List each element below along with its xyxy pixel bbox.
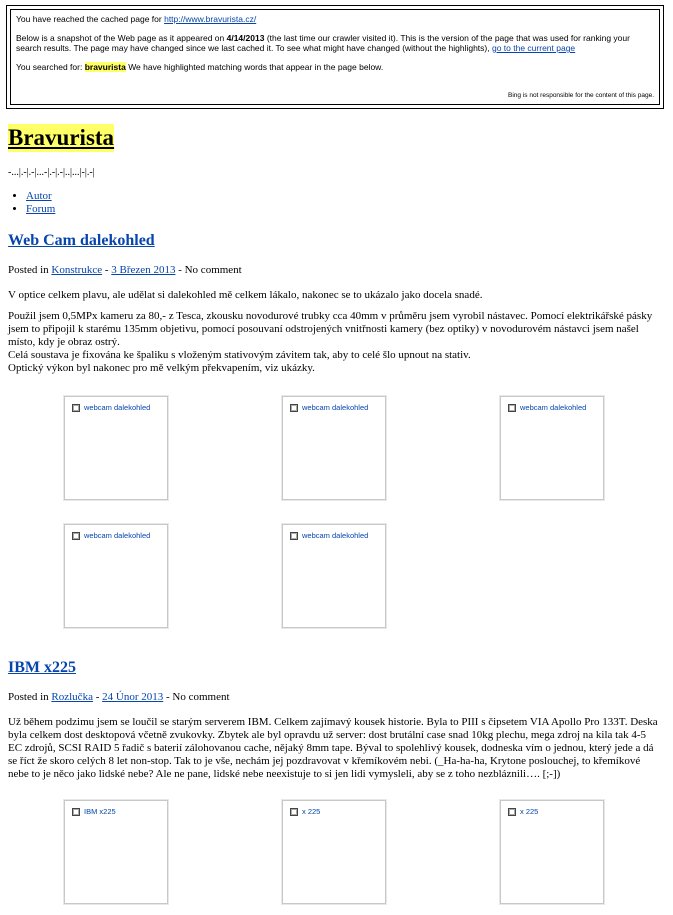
cached-url-link[interactable]: http://www.bravurista.cz/ [164, 14, 257, 24]
image-alt-text: webcam dalekohled [302, 403, 369, 412]
snapshot-date: 4/14/2013 [226, 33, 265, 43]
nav-link-forum[interactable]: Forum [26, 203, 56, 215]
post-image-thumbnail[interactable] [64, 524, 168, 628]
post-paragraph: Už během podzimu jsem se loučil se starým serverem IBM. Celkem zajímavý kousek historie. Byla to PIII s čipsetem VIA Apollo Pro 133T. Deska byla celkem dost desktopová včetně zvukovky. Zbytek ale byl opravdu už server: dost brutální case snad 10kg plechu, mega zdroj na kila tak 4-5 EC zdrojů, SCSI RAID 5 řadič s baterií zálohovanou cache, nějaký 8mm tape. Býval to spolehlivý kousek, dodneska vím o jednou, který jede a dá se říct že skoro celých 8 let non-stop. Tak to je vše, nechám jej pozdravovat v křemíkovém nebi. (_Ha-ha-ha, Krytone poslouchej, to křemíkové nebe to je něco jako lidské nebe? Ale ne pane, lidské nebe neexistuje to si jen lidi vymysleli, aby se z toho nezbláznili…. [;-]) [8, 716, 658, 780]
post-image-thumbnail[interactable] [500, 800, 604, 904]
nav-item-forum [26, 203, 55, 216]
image-alt-text: IBM x225 [84, 807, 116, 816]
image-alt-text: x 225 [302, 807, 321, 816]
nav-link-autor[interactable]: Autor [26, 190, 52, 202]
image-alt-text: webcam dalekohled [520, 403, 587, 412]
post-paragraph: Celá soustava je fixována ke špaliku s vloženým stativovým závitem tak, aby to celé šlo upnout na stativ. [8, 349, 471, 361]
nav-item-autor [26, 190, 55, 203]
post-comments: - No comment [165, 691, 230, 703]
broken-image-icon [72, 532, 80, 540]
post-meta: Posted in Rozlučka - 24 Únor 2013 - No comment [8, 691, 230, 703]
post-body [8, 716, 658, 789]
post-title-link[interactable]: IBM x225 [8, 659, 76, 676]
image-alt-text: webcam dalekohled [84, 531, 151, 540]
image-placeholder [508, 403, 586, 412]
image-placeholder [290, 531, 368, 540]
image-placeholder [72, 531, 150, 540]
post-paragraph: V optice celkem plavu, ale udělat si dalekohled mě celkem lákalo, nakonec se to ukázalo jako docela snadé. [8, 289, 483, 301]
posted-in-label: Posted in [8, 264, 49, 276]
image-placeholder [72, 403, 150, 412]
image-placeholder [290, 403, 368, 412]
cache-snapshot-line [16, 33, 654, 53]
broken-image-icon [290, 808, 298, 816]
post-title [8, 231, 155, 251]
post-date-link[interactable]: 3 Březen 2013 [111, 264, 176, 276]
cache-banner [6, 5, 664, 109]
main-nav [26, 190, 55, 216]
image-placeholder [290, 807, 320, 816]
post-paragraph: Optický výkon byl nakonec pro mě velkým překvapením, viz ukázky. [8, 362, 315, 374]
posted-in-label: Posted in [8, 691, 49, 703]
post-image-thumbnail[interactable] [500, 396, 604, 500]
broken-image-icon [290, 532, 298, 540]
image-placeholder [508, 807, 538, 816]
cache-disclaimer: Bing is not responsible for the content of this page. [508, 92, 654, 99]
post-category-link[interactable]: Rozlučka [51, 691, 93, 703]
searched-text-after: We have highlighted matching words that appear in the page below. [128, 62, 384, 72]
post-category-link[interactable]: Konstrukce [51, 264, 103, 276]
broken-image-icon [508, 808, 516, 816]
current-page-link[interactable]: go to the current page [491, 43, 576, 53]
post-body [8, 289, 658, 375]
post-image-thumbnail[interactable] [64, 396, 168, 500]
broken-image-icon [72, 808, 80, 816]
broken-image-icon [290, 404, 298, 412]
image-alt-text: webcam dalekohled [302, 531, 369, 540]
broken-image-icon [508, 404, 516, 412]
broken-image-icon [72, 404, 80, 412]
snapshot-text-after: (the last time our crawler visited it). This is the version of the page that was used for ranking your search results. The page may have changed since we last cached it. To see what might have changed (without the highlights), [16, 33, 630, 53]
post-image-thumbnail[interactable] [282, 396, 386, 500]
post-paragraph: Použil jsem 0,5MPx kameru za 80,- z Tesca, zkousku novodurové trubky cca 40mm v průměru jsem vyrobil nástavec. Pomocí elektrikářské pásky jsem to připojil k starému 135mm objetivu, pomocí posouvaní odstrojených vnitřnosti kamery (bez optiky) v novodurovém nástavci jsem našel místo, kdy je obraz ostrý. [8, 310, 653, 348]
search-term-highlight: bravurista [84, 62, 126, 72]
cache-reached-text: You have reached the cached page for [16, 14, 162, 24]
post-image-thumbnail[interactable] [282, 524, 386, 628]
cache-reached-line [16, 14, 654, 24]
post-date-link[interactable]: 24 Únor 2013 [102, 691, 164, 703]
post-image-thumbnail[interactable] [64, 800, 168, 904]
post-comments: - No comment [178, 264, 242, 276]
site-title [8, 124, 114, 152]
snapshot-text-before: Below is a snapshot of the Web page as it appeared on [16, 33, 225, 43]
post-title [8, 658, 76, 678]
site-title-link[interactable]: Bravurista [8, 125, 115, 150]
image-alt-text: x 225 [520, 807, 539, 816]
post-meta: Posted in Konstrukce - 3 Březen 2013 - No comment [8, 264, 242, 276]
post-image-thumbnail[interactable] [282, 800, 386, 904]
searched-text-before: You searched for: [16, 62, 83, 72]
image-placeholder [72, 807, 116, 816]
site-description: -...|.-|.-|...-|.-|.-|..|...|-|.-| [8, 167, 95, 178]
cache-searched-line [16, 62, 654, 72]
cache-banner-inner [10, 9, 660, 105]
post-title-link[interactable]: Web Cam dalekohled [8, 232, 155, 249]
image-alt-text: webcam dalekohled [84, 403, 151, 412]
